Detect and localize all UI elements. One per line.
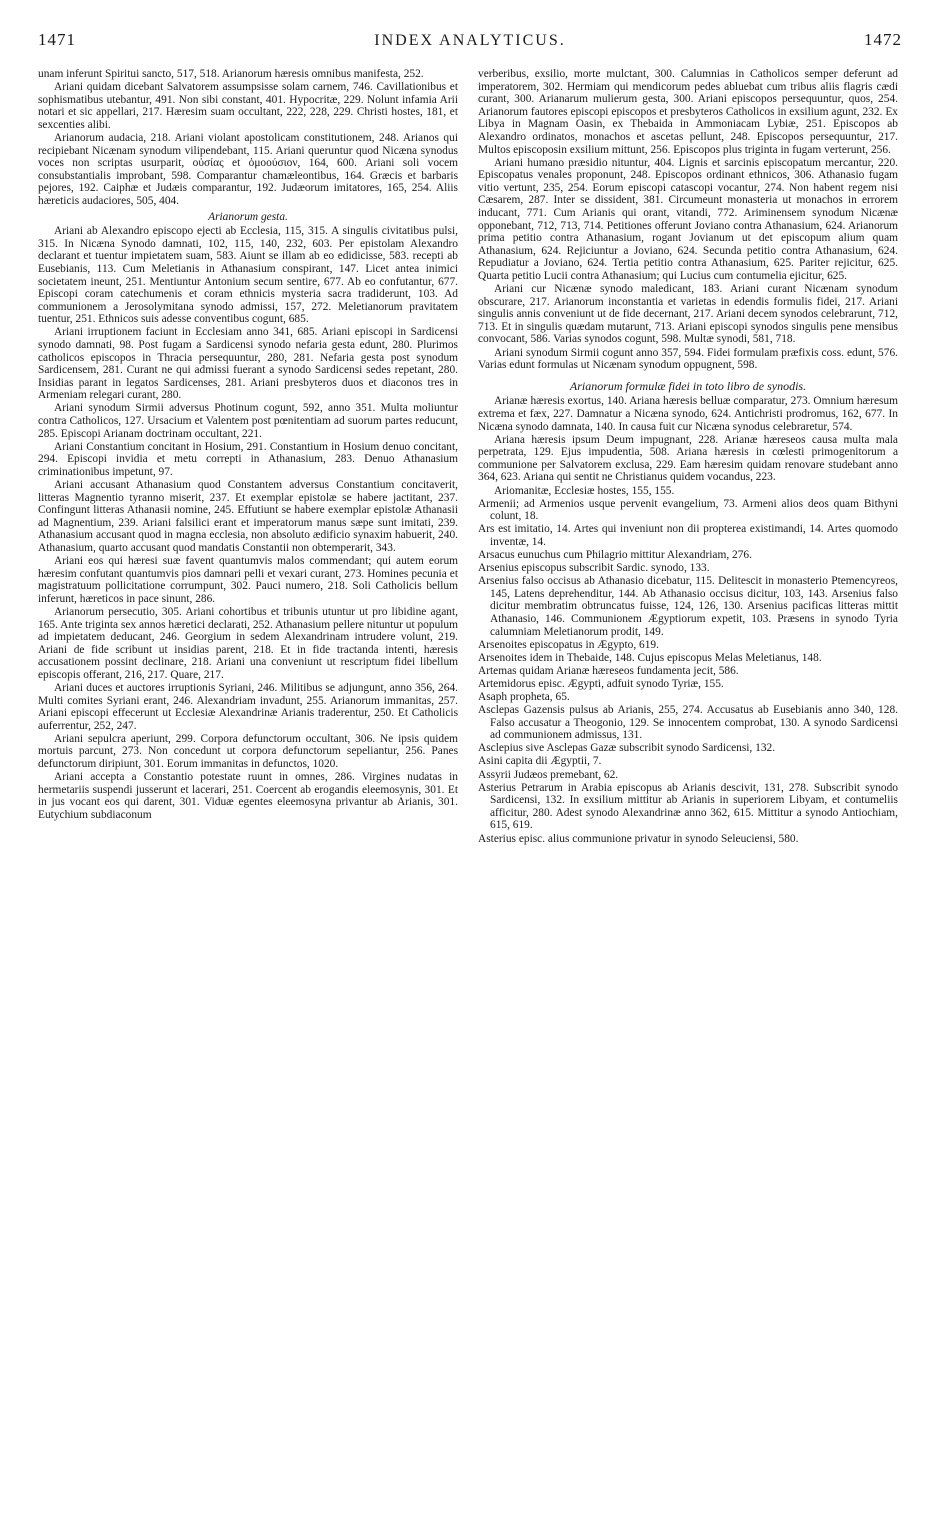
left-column-number: 1471 <box>38 30 76 49</box>
index-entry: Ariani ab Alexandro episcopo ejecti ab Ecclesia, 115, 315. A singulis civitatibus pulsi, 315. In Nicæna Synodo damnati, 102, 115, 140, 232, 603. Per epistolam Alexandro declarant et tuentur impietatem suam, 583. Aiunt se illam ab eo edidicisse, 583. recepti ab Eusebianis, 113. Cum Meletianis in Athanasium conspirant, 147. Licet antea inimici societatem ineunt, 251. Mentiuntur Antonium secum sentire, 677. Ab eo confutantur, 677. Episcopi coram catechumenis et coram ethnicis mysteria sacra tradiderunt, 103. Ad communionem a Jerosolymitana synodo admissi, 157, 272. Meletianorum pravitatem tuentur, 251. Ethnicos suis adesse conventibus cogunt, 685. <box>38 225 458 326</box>
index-entry: Ariani cur Nicænæ synodo maledicant, 183. Ariani curant Nicænam synodum obscurare, 217. Arianorum inconstantia et varietas in edendis formulis fidei, 217. Ariani singulis annis conveniunt ut de fide decernant, 217. Ariani decem synodos celebrarunt, 712, 713. Et in singulis quædam mutarunt, 713. Ariani episcopi synodos singulis pene mensibus convocant, 586. Varias synodos cogunt, 598. Multæ synodi, 581, 718. <box>478 283 898 346</box>
left-text-column <box>38 68 458 1534</box>
index-entry: Arsacus eunuchus cum Philagrio mittitur Alexandriam, 276. <box>478 548 752 561</box>
index-entry: Asaph propheta, 65. <box>478 691 570 703</box>
index-entry: Artemas quidam Arianæ hæreseos fundamenta jecit, 586. <box>478 664 739 677</box>
page-title: INDEX ANALYTICUS. <box>374 32 566 49</box>
index-entry: Arsenius episcopus subscribit Sardic. synodo, 133. <box>478 562 710 575</box>
index-entry: Asclepius sive Asclepas Gazæ subscribit synodo Sardicensi, 132. <box>478 742 776 755</box>
index-entry: Armenii; ad Armenios usque pervenit evangelium, 73. Armeni alios deos quam Bithyni colunt, 18. <box>478 497 898 523</box>
index-entry: Ariani eos qui hæresi suæ favent quantumvis malos commendant; qui autem eorum hæresim confutant quantumvis pios damnari pelli et vexari curant, 273. Homines pecunia et magistratuum pollicitatione corrumpunt, 302. Pauci numero, 218. Soli Catholicis bellum inferunt, hæreticos in pace sinunt, 286. <box>38 555 458 605</box>
index-entry: Ariani synodum Sirmii cogunt anno 357, 594. Fidei formulam præfixis coss. edunt, 576. Varias edunt formulas ut Nicænam synodum oppugnent, 598. <box>478 346 898 372</box>
index-entry: Arsenoites episcopatus in Ægypto, 619. <box>478 638 659 651</box>
index-entry: Asclepas Gazensis pulsus ab Arianis, 255, 274. Accusatus ab Eusebianis anno 340, 128. Falso accusatur a Theogonio, 129. Se innocentem comprobat, 130. A synodo Sardicensi ad communionem admissus, 131. <box>478 704 898 742</box>
right-column-number: 1472 <box>864 30 902 49</box>
index-entry: unam inferunt Spiritui sancto, 517, 518. Arianorum hæresis omnibus manifesta, 252. <box>38 68 424 80</box>
index-entry: Artemidorus episc. Ægypti, adfuit synodo Tyriæ, 155. <box>478 677 724 690</box>
index-entry: Arianæ hæresis exortus, 140. Ariana hæresis belluæ comparatur, 273. Omnium hæresum extrema et fæx, 227. Damnatur a Nicæna synodo, 624. Antichristi prodromus, 162, 677. In Nicæna synodo damnata, 140. In causa fuit cur Nicæna synodus celebraretur, 574. <box>478 395 898 433</box>
index-entry: Ariani synodum Sirmii adversus Photinum cogunt, 592, anno 351. Multa moliuntur contra Catholicos, 127. Ursacium et Valentem post pœnitentiam ad suorum partes reducunt, 285. Episcopi Arianam doctrinam occultant, 221. <box>38 402 458 440</box>
index-entry: Ariani quidam dicebant Salvatorem assumpsisse solam carnem, 746. Cavillationibus et sophismatibus utebantur, 491. Non sibi constant, 401. Hypocritæ, 229. Nolunt infamia Arii notari et sic appellari, 217. Hæresim suam occultant, 222, 228, 229. Christi hostes, 181, et sexcenties alibi. <box>38 81 458 131</box>
index-entry: Asini capita dii Ægyptii, 7. <box>478 755 602 768</box>
index-entry: Arsenius falso occisus ab Athanasio dicebatur, 115. Delitescit in monasterio Ptemencyreos, 145, Latens deprehenditur, 144. Ab Athanasio occisus dicitur, 103, 143. Arsenius falso dicitur membratim obtruncatus fuisse, 124, 126, 130. Arsenius pacificas litteras mittit Athanasio, 146. Communionem Ægyptiorum expetit, 103. Præsens in synodo Tyria calumniam Meletianorum prodit, 149. <box>478 575 898 638</box>
index-entry: Ariani sepulcra aperiunt, 299. Corpora defunctorum occultant, 306. Ne ipsis quidem mortuis parcunt, 273. Non concedunt ut corpora defunctorum sepeliantur, 256. Panes defunctorum diripiunt, 301. Eorum immanitas in defunctos, 1020. <box>38 732 458 771</box>
index-entry: Arianorum persecutio, 305. Ariani cohortibus et tribunis utuntur ut pro libidine agant, 165. Ante triginta sex annos hæretici declarati, 252. Athanasium pellere nituntur ut populum ad impietatem deducant, 246. Georgium in sedem Alexandrinam intrudere volunt, 219. Ariani de fide scribunt ut insidias parent, 218. Et in fide tractanda intenti, hæresis accusationem possint declinare, 218. Ariani una conveniunt ut rescriptum fidei libellum episcopis offerant, 216, 217. Quare, 217. <box>38 605 458 681</box>
section-heading: Arianorum gesta. <box>208 210 288 223</box>
index-entry: Ariani accepta a Constantio potestate ruunt in omnes, 286. Virgines nudatas in hermetariis suspendi jusserunt et lacerari, 251. Coercent ab erogandis eleemosynis, 301. Et in jus vocant eos qui darent, 301. Viduæ egentes eleemosyna privantur ab Arianis, 301. Eutychium subdiaconum <box>38 771 458 821</box>
index-entry: Ariani irruptionem faciunt in Ecclesiam anno 341, 685. Ariani episcopi in Sardicensi synodo damnati, 98. Post fugam a Sardicensi synodo nefaria gesta edunt, 280. Plurimos catholicos episcopos in Thracia persequuntur, 280, 281. Nefaria gesta post synodum Sardicensem, 281. Curant ne qui admissi fuerant a synodo Sardicensi sedes repetant, 280. Insidias parant in legatos Sardicenses, 281. Ariani presbyteros duos et diaconos tres in Armeniam relegari curant, 280. <box>38 326 458 402</box>
index-entry: Ariana hæresis ipsum Deum impugnant, 228. Arianæ hæreseos causa multa mala perpetrata, 129. Ejus impudentia, 508. Ariana hæresis in cœlesti primogenitorum a communione per Salvatorem exclusa, 229. Eam hæresim quidam renovare studebant anno 364, 623. Ariana qui sentit ne Christianus quidem vocandus, 223. <box>478 433 898 484</box>
index-entry: Asterius Petrarum in Arabia episcopus ab Arianis descivit, 131, 278. Subscribit synodo Sardicensi, 132. In exsilium mittitur ab Arianis in superiorem Libyam, et contumeliis afficitur, 280. Adest synodo Alexandrinæ anno 362, 615. Mittitur a synodo Antiochiam, 615, 619. <box>478 781 898 832</box>
index-entry: Assyrii Judæos premebant, 62. <box>478 768 619 781</box>
index-entry: Ariani accusant Athanasium quod Constantem adversus Constantium concitaverit, litteras Magnentio tyranno miserit, 237. Et exemplar epistolæ se habere jactitant, 237. Confingunt litteras Athanasii nomine, 245. Effutiunt se habere exemplar epistolæ Athanasii ad Magnentium, 239. Ariani falsilici erant et imperatorum manus sæpe sunt imitati, 239. Athanasium accusant quod in magna ecclesia, non absoluto ædificio synaxim habuerit, 240. Athanasium, quarto accusant quod mandatis Constantii non obtemperarit, 343. <box>38 479 458 554</box>
index-entry: Ariani humano præsidio nituntur, 404. Lignis et sarcinis episcopatum mercantur, 220. Episcopatus venales proponunt, 248. Episcopos ordinant ethnicos, 306. Athanasio fugam vitio vertunt, 235, 254. Eorum episcopi catascopi vocantur, 274. Non habent regem nisi Cæsarem, 287. Inter se dissident, 381. Circumeunt monasteria ut monachos in errorem inducant, 771. Cum Arianis qui orant, vitandi, 772. Ariminensem synodum Nicænæ opponebant, 712, 713, 714. Petitiones offerunt Joviano contra Athanasium, 624. Arianorum prima petitio contra Athanasium, rogant Jovianum ut det episcopum alium quam Athanasium, 624. Rejiciuntur a Joviano, 624. Secunda petitio contra Athanasium, 624. Repudiatur a Joviano, 624. Tertia petitio contra Athanasium, 625. Pariter rejicitur, 625. Quarta petitio Lucii contra Athanasium; qui Lucius cum contumelia ejicitur, 625. <box>478 156 898 282</box>
index-entry: verberibus, exsilio, morte mulctant, 300. Calumnias in Catholicos semper deferunt ad imperatorem, 302. Hermiam qui mendicorum pedes abluebat cum tribus aliis flagris cædi curant, 300. Arianarum mulierum gesta, 300. Ariani episcopos persequuntur, quos, 254. Arianorum fautores episcopi episcopos et presbyteros Catholicos in exsilium agunt, 232. Ex Libya in Magnam Oasin, ex Thebaida in Ammoniacam Lybiæ, 251. Episcopos ab Alexandro ordinatos, monachos et ascetas pellunt, 248. Episcopos persequuntur, 217. Multos episcoposin exsilium mittunt, 256. Episcopos plus triginta in fugam verterunt, 256. <box>478 68 898 156</box>
index-entry: Ariani duces et auctores irruptionis Syriani, 246. Militibus se adjungunt, anno 356, 264. Multi comites Syriani erant, 246. Alexandriam invadunt, 255. Arianorum immanitas, 257. Ariani episcopi effecerunt ut Ecclesiæ Alexandrinæ Arianis traderentur, 250. Et Catholicis auferrentur, 252, 247. <box>38 682 458 732</box>
section-heading: Arianorum formulæ fidei in toto libro de synodis. <box>569 378 807 393</box>
index-entry: Ars est imitatio, 14. Artes qui inveniunt non dii propterea existimandi, 14. Artes quomodo inventæ, 14. <box>478 523 898 548</box>
index-entry: Arsenoites idem in Thebaide, 148. Cujus episcopus Melas Meletianus, 148. <box>478 651 822 664</box>
index-entry: Asterius episc. alius communione privatur in synodo Seleuciensi, 580. <box>478 832 799 845</box>
index-entry: Ariani Constantium concitant in Hosium, 291. Constantium in Hosium denuo concitant, 294. Episcopi invidia et metu correpti in Athanasium, 283. Denuo Athanasium criminationibus impetunt, 97. <box>38 440 458 478</box>
index-entry: Ariomanitæ, Ecclesiæ hostes, 155, 155. <box>494 484 675 497</box>
right-text-column <box>478 68 898 1534</box>
index-entry: Arianorum audacia, 218. Ariani violant apostolicam constitutionem, 248. Arianos qui recipiebant Nicænam synodum vilipendebant, 115. Ariani queruntur quod Nicæna synodus voces non scriptas usurparit, οὐσίας et ὁμοούσιον, 164, 600. Ariani soli vocem consubstantialis improbant, 598. Comparantur chamæleontibus, 164. Græcis et barbaris pejores, 192. Caiphæ et Judæis comparantur, 192. Judæorum imitatores, 165, 254. Aliis hæreticis audaciores, 505, 404. <box>38 131 458 207</box>
page-header <box>38 30 902 56</box>
